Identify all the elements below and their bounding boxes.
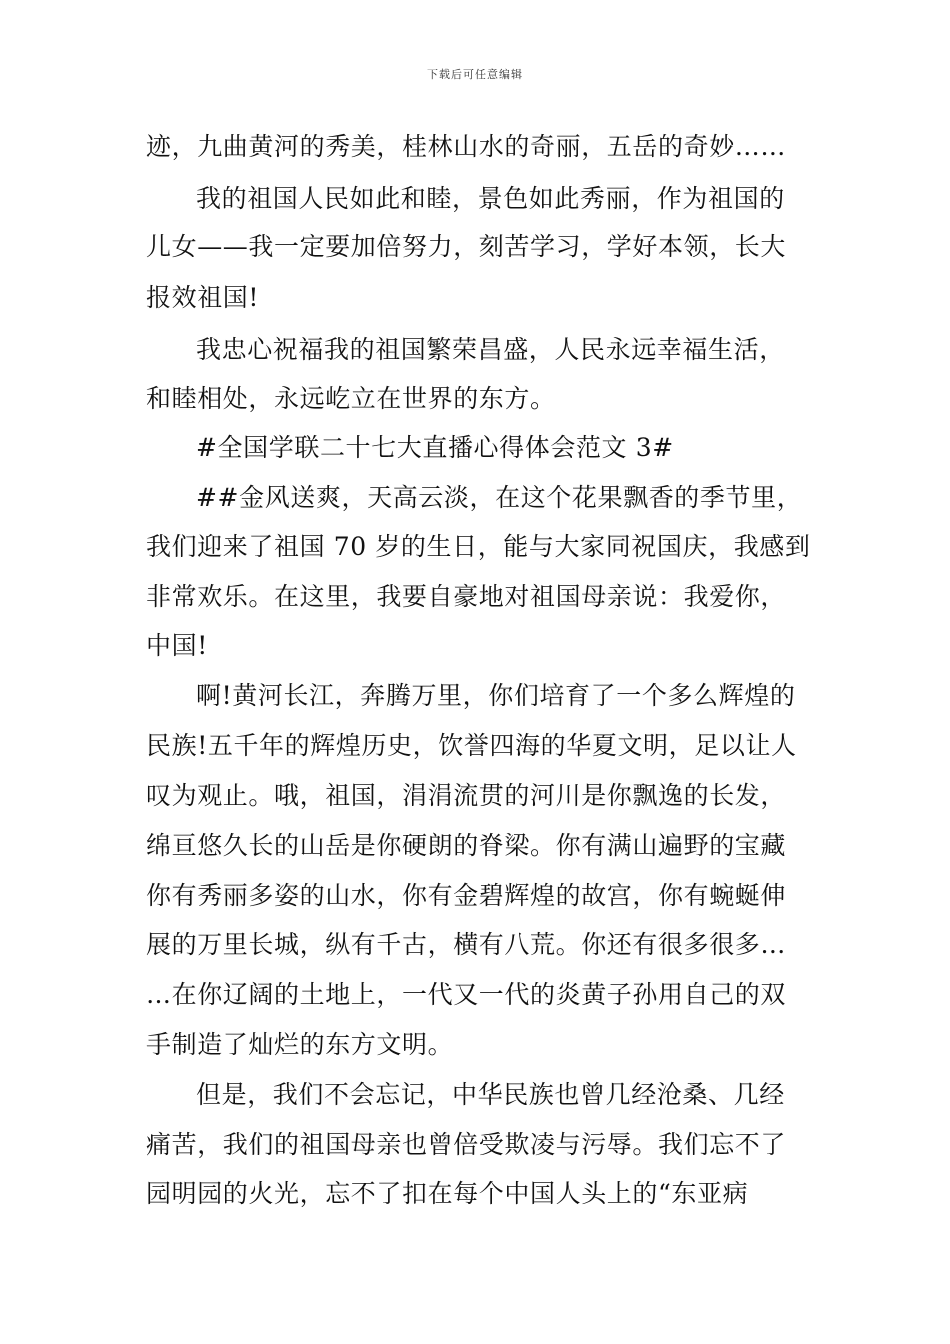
text-line: 叹为观止。哦，祖国，涓涓流贯的河川是你飘逸的长发， <box>146 781 787 810</box>
text-line: 我的祖国人民如此和睦，景色如此秀丽，作为祖国的 <box>196 184 785 213</box>
text-line: 和睦相处，永远屹立在世界的东方。 <box>146 384 556 413</box>
text-line: 手制造了灿烂的东方文明。 <box>146 1030 454 1059</box>
text-line: 民族!五千年的辉煌历史，饮誉四海的华夏文明，足以让人 <box>146 731 797 760</box>
text-line: 绵亘悠久长的山岳是你硬朗的脊梁。你有满山遍野的宝藏 <box>146 831 787 860</box>
text-line: 但是，我们不会忘记，中华民族也曾几经沧桑、几经 <box>196 1080 785 1109</box>
text-line: 我们迎来了祖国 70 岁的生日，能与大家同祝国庆，我感到 <box>146 532 811 561</box>
text-line: 中国! <box>146 631 208 660</box>
text-line: 儿女——我一定要加倍努力，刻苦学习，学好本领，长大 <box>146 232 787 261</box>
text-line: 你有秀丽多姿的山水，你有金碧辉煌的故宫，你有蜿蜒伸 <box>146 881 787 910</box>
text-line: 迹，九曲黄河的秀美，桂林山水的奇丽，五岳的奇妙…… <box>146 132 787 161</box>
page-header: 下载后可任意编辑 <box>427 68 523 81</box>
text-line: 啊!黄河长江，奔腾万里，你们培育了一个多么辉煌的 <box>196 681 796 710</box>
text-line: ##金风送爽，天高云淡，在这个花果飘香的季节里， <box>196 483 803 512</box>
text-line: …在你辽阔的土地上，一代又一代的炎黄子孙用自己的双 <box>146 980 787 1009</box>
text-line: 非常欢乐。在这里，我要自豪地对祖国母亲说：我爱你， <box>146 582 787 611</box>
text-line: 我忠心祝福我的祖国繁荣昌盛，人民永远幸福生活， <box>196 335 785 364</box>
text-line: 展的万里长城，纵有千古，横有八荒。你还有很多很多… <box>146 930 787 959</box>
section-heading: #全国学联二十七大直播心得体会范文 3# <box>196 433 674 462</box>
text-line: 痛苦，我们的祖国母亲也曾倍受欺凌与污辱。我们忘不了 <box>146 1130 787 1159</box>
text-line: 园明园的火光，忘不了扣在每个中国人头上的“东亚病 <box>146 1179 749 1208</box>
text-line: 报效祖国! <box>146 283 260 312</box>
